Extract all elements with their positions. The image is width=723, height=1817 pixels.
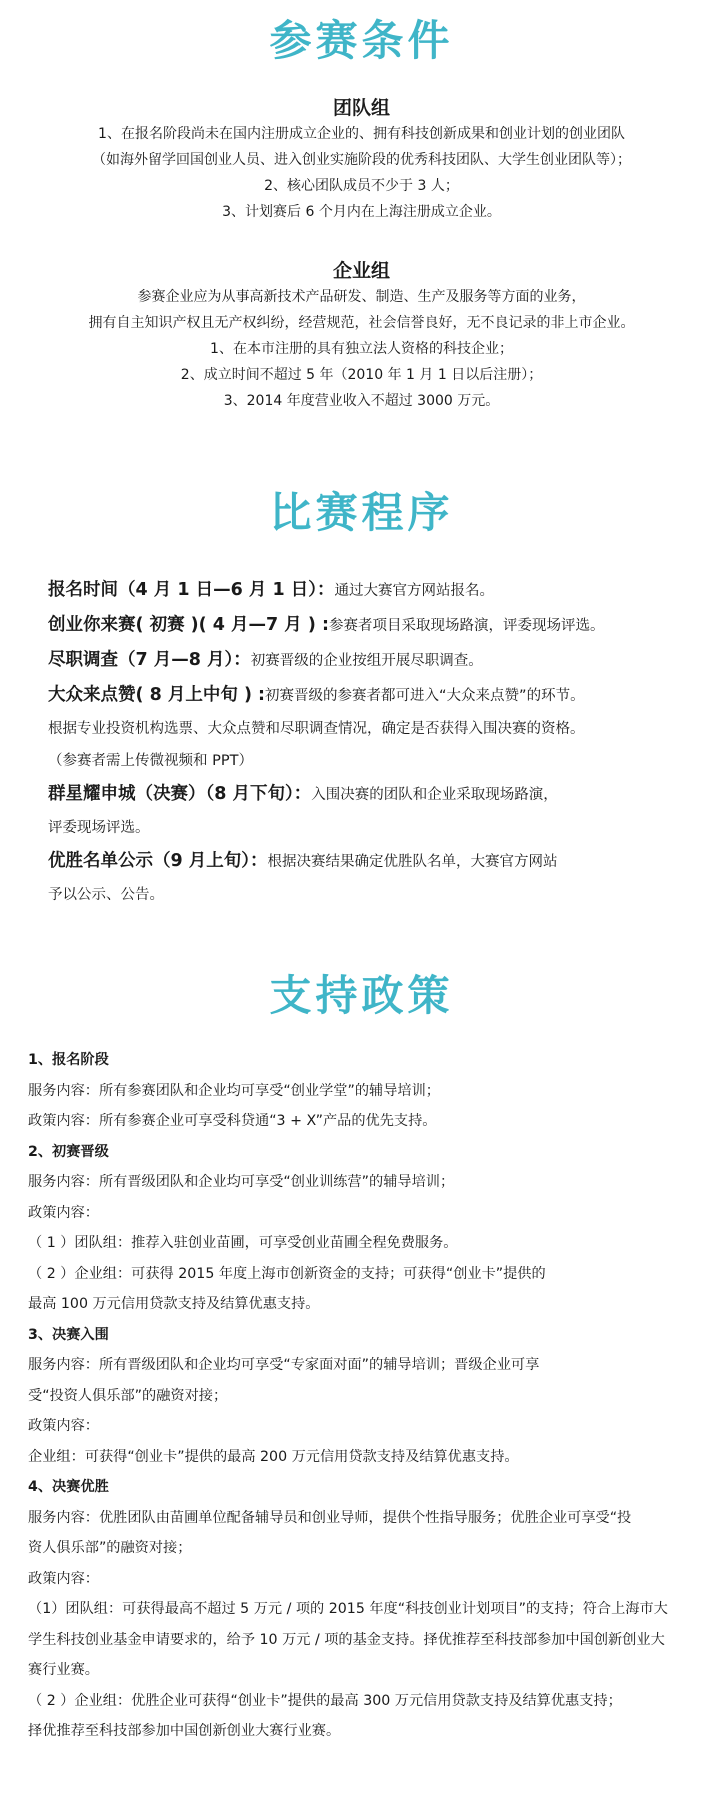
support-line: 择优推荐至科技部参加中国创新创业大赛行业赛。 [28,1723,341,1739]
process-item-text: 初赛晋级的企业按组开展尽职调查。 [250,653,483,669]
support-line: 服务内容：所有晋级团队和企业均可享受“创业训练营”的辅导培训； [28,1174,455,1190]
support-line: 服务内容：所有晋级团队和企业均可享受“专家面对面”的辅导培训；晋级企业可享 [28,1357,540,1373]
support-title: 支持政策 [269,971,454,1020]
process-item-text: 参赛者项目采取现场路演，评委现场评选。 [329,618,605,634]
process-item-label: 大众来点赞( 8 月上中旬 ) : [48,685,266,705]
team-condition-line: 1、在报名阶段尚未在国内注册成立企业的、拥有科技创新成果和创业计划的创业团队 [98,126,625,142]
process-item [48,777,688,812]
enterprise-group-block [0,258,723,414]
support-heading: 3、决赛入围 [28,1326,109,1343]
process-item-continuation: 根据专业投资机构选票、大众点赞和尽职调查情况，确定是否获得入围决赛的资格。 [48,721,585,737]
conditions-title: 参赛条件 [269,16,454,65]
enterprise-group-heading: 企业组 [332,260,390,282]
enterprise-condition-line: 1、在本市注册的具有独立法人资格的科技企业； [210,341,513,357]
support-list [28,1045,708,1747]
support-line: 企业组：可获得“创业卡”提供的最高 200 万元信用贷款支持及结算优惠支持。 [28,1448,519,1465]
process-item-text: 初赛晋级的参赛者都可进入“大众来点赞”的环节。 [265,688,585,704]
support-line: （1）团队组：可获得最高不超过 5 万元 / 项的 2015 年度“科技创业计划项目”的支持；符合上海市大 [28,1601,668,1617]
support-line: 服务内容：优胜团队由苗圃单位配备辅导员和创业导师，提供个性指导服务；优胜企业可享受“投 [28,1509,632,1526]
process-item [48,844,688,879]
support-heading: 2、初赛晋级 [28,1143,109,1160]
enterprise-condition-line: 拥有自主知识产权且无产权纠纷，经营规范，社会信誉良好，无不良记录的非上市企业。 [88,315,635,331]
process-item-label: 尽职调查（7 月—8 月）： [48,650,251,670]
process-item-label: 报名时间（4 月 1 日—6 月 1 日）： [48,580,335,600]
support-line: 受“投资人俱乐部”的融资对接； [28,1387,228,1404]
process-item-text: 入围决赛的团队和企业采取现场路演， [311,787,558,803]
support-line: 学生科技创业基金申请要求的，给予 10 万元 / 项的基金支持。择优推荐至科技部参加中国创新创业大 [28,1631,665,1648]
support-line: 政策内容： [28,1204,99,1221]
process-item-continuation: 予以公示、公告。 [48,887,164,903]
team-group-block [0,95,723,225]
team-condition-line: 3、计划赛后 6 个月内在上海注册成立企业。 [222,204,501,220]
enterprise-condition-line: 参赛企业应为从事高新技术产品研发、制造、生产及服务等方面的业务， [137,289,586,305]
support-line: （ 2 ）企业组：可获得 2015 年度上海市创新资金的支持；可获得“创业卡”提供的 [28,1265,546,1282]
support-line: （ 1 ）团队组：推荐入驻创业苗圃，可享受创业苗圃全程免费服务。 [28,1235,458,1251]
support-heading: 1、报名阶段 [28,1052,109,1068]
process-item [48,608,688,643]
team-condition-line: 2、核心团队成员不少于 3 人； [264,178,459,194]
process-item-label: 优胜名单公示（9 月上旬）： [48,851,268,871]
process-item [48,678,688,713]
process-title: 比赛程序 [269,488,454,537]
support-line: 最高 100 万元信用贷款支持及结算优惠支持。 [28,1296,320,1312]
process-item-continuation: 评委现场评选。 [48,820,150,836]
support-line: 政策内容：所有参赛企业可享受科贷通“3 + X”产品的优先支持。 [28,1113,437,1129]
enterprise-condition-line: 3、2014 年度营业收入不超过 3000 万元。 [223,393,500,409]
process-item-text: 根据决赛结果确定优胜队名单，大赛官方网站 [267,854,558,870]
support-line: 政策内容： [28,1570,99,1587]
support-line: 服务内容：所有参赛团队和企业均可享受“创业学堂”的辅导培训； [28,1082,440,1099]
enterprise-condition-line: 2、成立时间不超过 5 年（2010 年 1 月 1 日以后注册）； [180,367,543,383]
support-line: 赛行业赛。 [28,1662,99,1678]
support-line: （ 2 ）企业组：优胜企业可获得“创业卡”提供的最高 300 万元信用贷款支持及结算优惠支持； [28,1692,622,1709]
process-item [48,643,688,678]
process-item-continuation: （参赛者需上传微视频和 PPT） [48,753,253,769]
team-group-heading: 团队组 [332,97,390,119]
process-item-text: 通过大赛官方网站报名。 [334,583,495,599]
process-item-label: 创业你来赛( 初赛 )( 4 月—7 月 ) : [48,615,329,635]
process-item-label: 群星耀申城（决赛）（8 月下旬）： [48,784,312,804]
process-list [48,573,688,911]
support-heading: 4、决赛优胜 [28,1479,109,1495]
support-line: 政策内容： [28,1418,99,1434]
process-item [48,573,688,608]
team-condition-line: （如海外留学回国创业人员、进入创业实施阶段的优秀科技团队、大学生创业团队等）； [92,152,631,168]
support-line: 资人俱乐部”的融资对接； [28,1540,192,1556]
